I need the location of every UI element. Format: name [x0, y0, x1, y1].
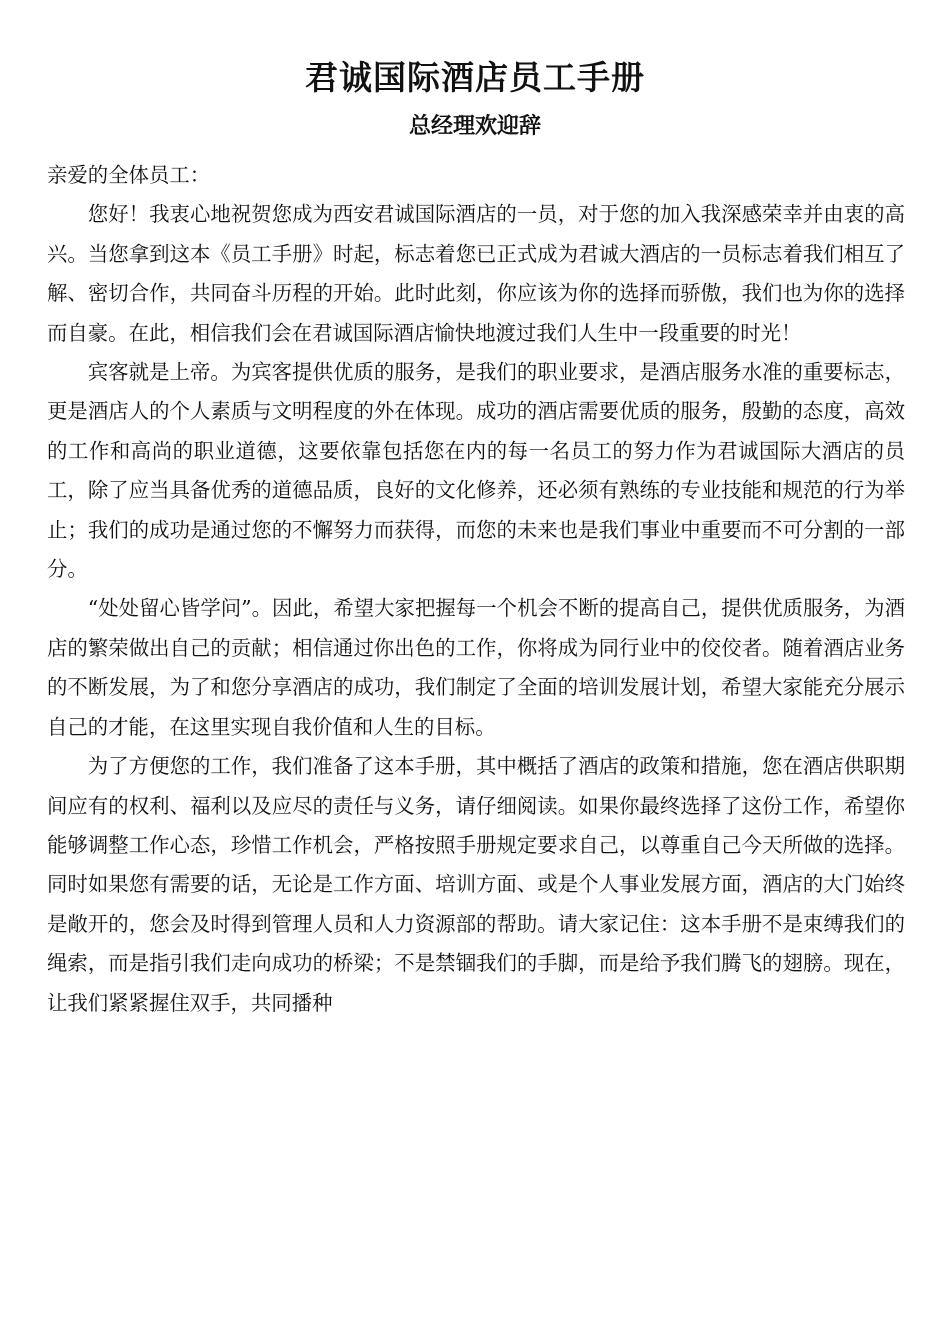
document-body — [47, 156, 905, 1023]
paragraph: “处处留心皆学问”。因此，希望大家把握每一个机会不断的提高自己，提供优质服务，为酒店的繁荣做出自己的贡献；相信通过你出色的工作，你将成为同行业中的佼佼者。随着酒店业务的不断发展，为了和您分享酒店的成功，我们制定了全面的培训发展计划，希望大家能充分展示自己的才能，在这里实现自我价值和人生的目标。 — [47, 596, 905, 739]
document-subtitle: 总经理欢迎辞 — [408, 113, 541, 139]
paragraph: 为了方便您的工作，我们准备了这本手册，其中概括了酒店的政策和措施，您在酒店供职期间应有的权利、福利以及应尽的责任与义务，请仔细阅读。如果你最终选择了这份工作，希望你能够调整工作心态，珍惜工作机会，严格按照手册规定要求自己，以尊重自己今天所做的选择。同时如果您有需要的话，无论是工作方面、培训方面、或是个人事业发展方面，酒店的大门始终是敞开的，您会及时得到管理人员和人力资源部的帮助。请大家记住：这本手册不是束缚我们的绳索，而是指引我们走向成功的桥梁；不是禁锢我们的手脚，而是给予我们腾飞的翅膀。现在，让我们紧紧握住双手，共同播种 — [47, 754, 905, 1015]
paragraph: 您好！我衷心地祝贺您成为西安君诚国际酒店的一员，对于您的加入我深感荣幸并由衷的高兴。当您拿到这本《员工手册》时起，标志着您已正式成为君诚大酒店的一员标志着我们相互了解、密切合作，共同奋斗历程的开始。此时此刻，你应该为你的选择而骄傲，我们也为你的选择而自豪。在此，相信我们会在君诚国际酒店愉快地渡过我们人生中一段重要的时光！ — [47, 202, 905, 345]
salutation: 亲爱的全体员工： — [47, 163, 211, 187]
document-title: 君诚国际酒店员工手册 — [305, 58, 645, 97]
paragraph: 宾客就是上帝。为宾客提供优质的服务，是我们的职业要求，是酒店服务水准的重要标志，更是酒店人的个人素质与文明程度的外在体现。成功的酒店需要优质的服务，殷勤的态度，高效的工作和高尚的职业道德，这要依靠包括您在内的每一名员工的努力作为君诚国际大酒店的员工，除了应当具备优秀的道德品质，良好的文化修养，还必须有熟练的专业技能和规范的行为举止；我们的成功是通过您的不懈努力而获得，而您的未来也是我们事业中重要而不可分割的一部分。 — [47, 360, 905, 582]
